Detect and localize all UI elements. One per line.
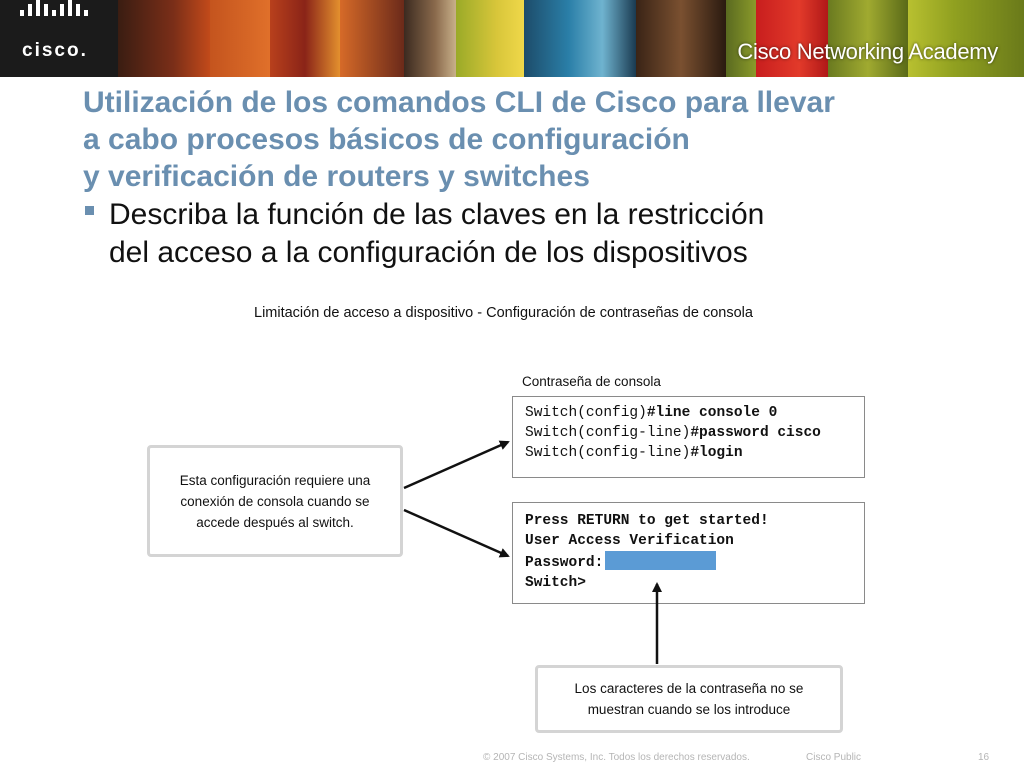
config-prompt: Switch(config-line) xyxy=(525,445,691,461)
footer-copyright: © 2007 Cisco Systems, Inc. Todos los derechos reservados. xyxy=(483,752,750,763)
session-line: User Access Verification xyxy=(525,533,734,549)
arrow-to-login xyxy=(404,510,508,556)
session-line: Password: xyxy=(525,551,864,573)
figure-title: Limitación de acceso a dispositivo - Configuración de contraseñas de consola xyxy=(254,305,753,321)
config-command: #password cisco xyxy=(690,425,821,441)
callout-line: Los caracteres de la contraseña no se xyxy=(574,681,804,696)
callout-line: Esta configuración requiere una xyxy=(179,472,371,488)
page-number: 16 xyxy=(978,752,990,763)
callout-line: conexión de consola cuando se xyxy=(180,493,370,509)
slide-title-line: y verificación de routers y switches xyxy=(83,160,590,193)
arrow-to-config xyxy=(404,442,508,488)
config-prompt: Switch(config-line) xyxy=(525,425,691,441)
slide-title-line: Utilización de los comandos CLI de Cisco para llevar xyxy=(83,86,835,119)
cisco-wordmark: cisco. xyxy=(22,40,88,61)
config-command: #line console 0 xyxy=(646,405,778,421)
callout-line: accede después al switch. xyxy=(196,514,354,530)
console-password-label: Contraseña de consola xyxy=(522,374,661,389)
bullet-text-line: del acceso a la configuración de los dispositivos xyxy=(109,236,748,269)
academy-title: Cisco Networking Academy xyxy=(737,39,998,64)
bullet-text-line: Describa la función de las claves en la restricción xyxy=(109,198,765,231)
session-line: Press RETURN to get started! xyxy=(525,513,769,529)
config-command: #login xyxy=(690,445,743,461)
footer-classification: Cisco Public xyxy=(806,752,862,763)
config-prompt: Switch(config) xyxy=(525,405,647,421)
callout-line: muestran cuando se los introduce xyxy=(587,702,791,717)
session-line: Switch> xyxy=(525,575,586,591)
slide-title-line: a cabo procesos básicos de configuración xyxy=(83,123,690,156)
